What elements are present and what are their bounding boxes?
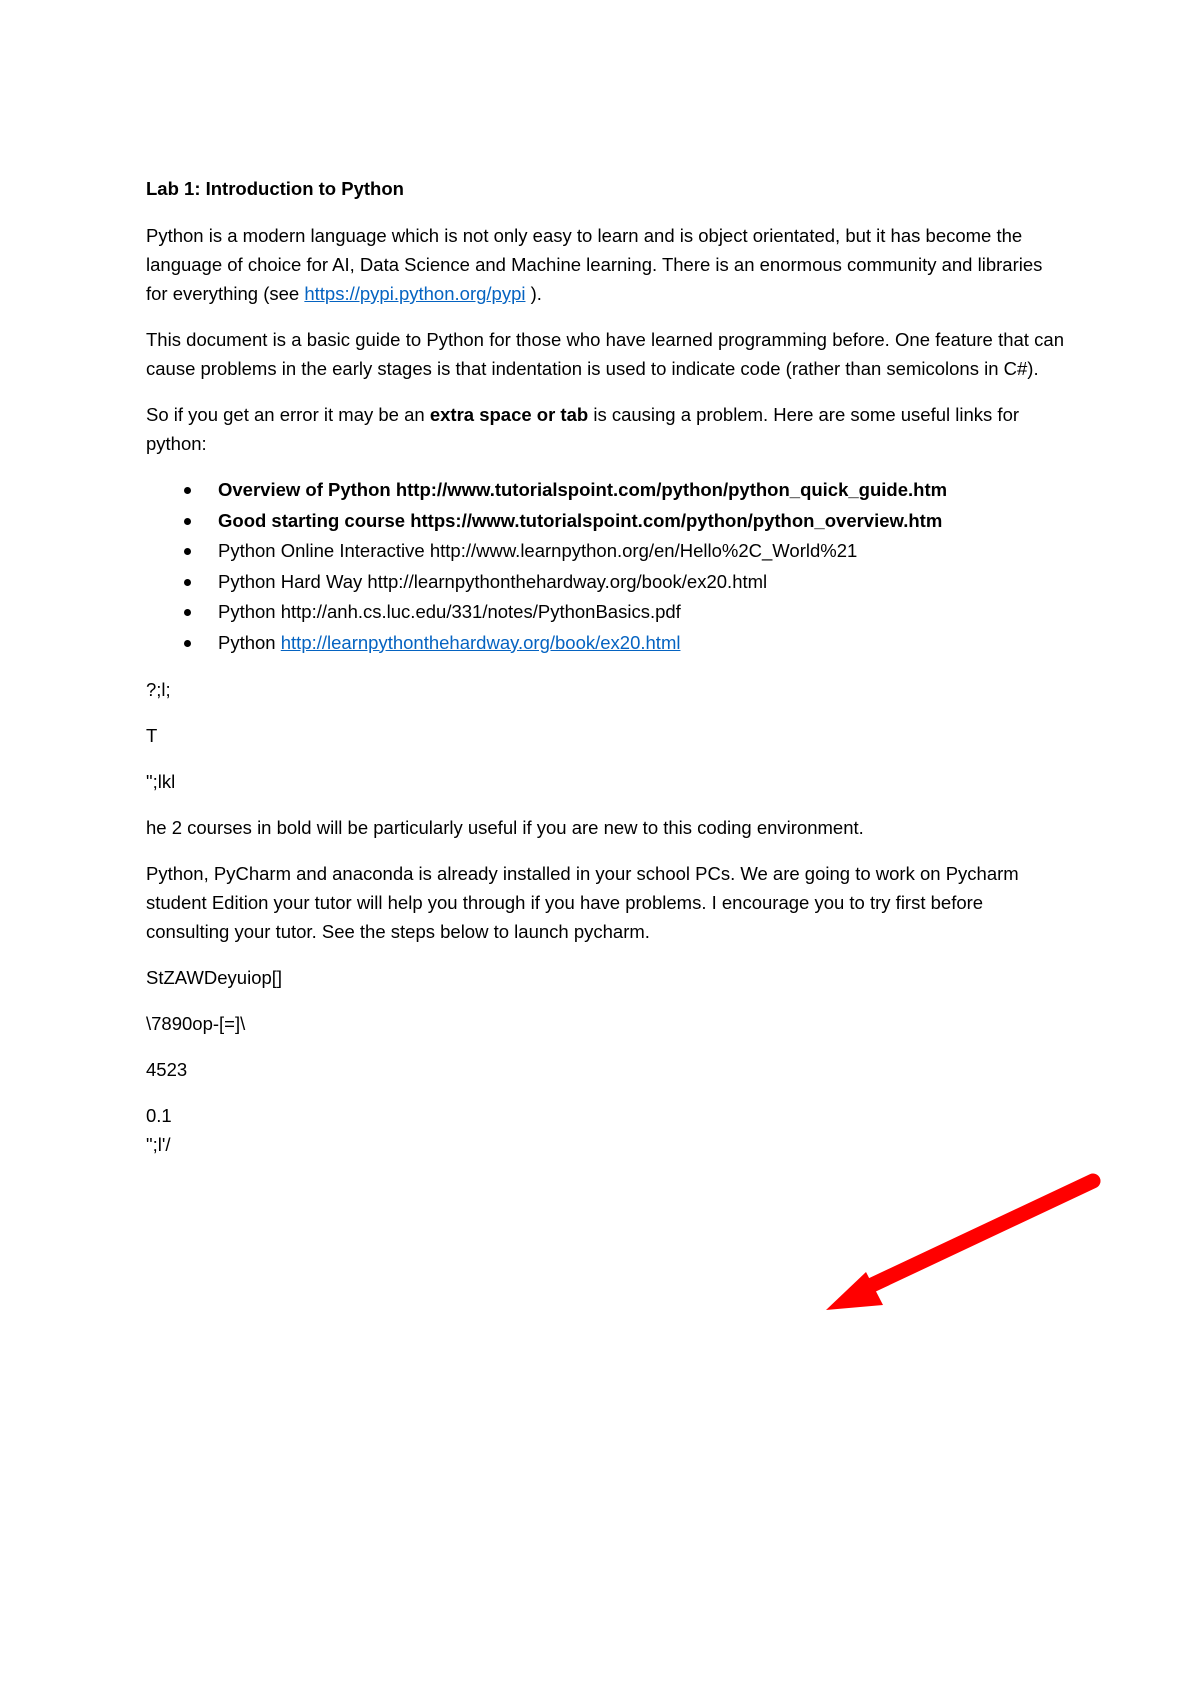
final-line: ";l'/ — [146, 1134, 171, 1155]
pypi-link[interactable]: https://pypi.python.org/pypi — [304, 283, 526, 304]
error-paragraph — [146, 400, 1064, 458]
bullet-icon — [184, 579, 191, 586]
stray-line: T — [146, 725, 158, 746]
list-item — [218, 475, 1064, 506]
stray-line: ";lkl — [146, 771, 176, 792]
stray-line: ?;l; — [146, 679, 171, 700]
list-item — [218, 567, 1064, 598]
final-line: 0.1 — [146, 1105, 172, 1126]
document-title: Lab 1: Introduction to Python — [146, 178, 404, 199]
link-item-text: Python http://anh.cs.luc.edu/331/notes/PythonBasics.pdf — [218, 601, 681, 622]
intro-paragraph — [146, 221, 1064, 308]
bullet-icon — [184, 518, 191, 525]
useful-links-list — [146, 475, 1064, 658]
link-item-prefix: Python — [218, 631, 281, 653]
pycharm-paragraph: Python, PyCharm and anaconda is already installed in your school PCs. We are going to work on Pycharm student Edition your tutor will help you through if you have problems. I encourage you to try first before consulting your tutor. See the steps below to launch pycharm. — [146, 863, 1019, 942]
tail-line: \7890op-[=]\ — [146, 1013, 246, 1034]
arrow-shaft — [855, 1181, 1093, 1293]
link-item-text: Python Online Interactive http://www.learnpython.org/en/Hello%2C_World%21 — [218, 540, 858, 561]
error-bold-text: extra space or tab — [429, 404, 589, 425]
link-item-text: Overview of Python http://www.tutorialspoint.com/python/python_quick_guide.htm — [218, 479, 948, 500]
list-item — [218, 628, 1064, 659]
list-item — [218, 536, 1064, 567]
link-item-text: Good starting course https://www.tutorialspoint.com/python/python_overview.htm — [218, 509, 943, 531]
intro-text: Python is a modern language which is not only easy to learn and is object orientated, but it has become the language of choice for AI, Data Science and Machine learning. There is an enormous community and libraries for everything (see — [146, 225, 1043, 304]
list-item — [218, 506, 1064, 537]
tail-line: 4523 — [146, 1059, 188, 1080]
arrow-head-icon — [826, 1272, 883, 1310]
link-item-text: Python Hard Way http://learnpythonthehardway.org/book/ex20.html — [218, 570, 768, 592]
bullet-icon — [184, 487, 191, 494]
intro-text-end: ). — [525, 283, 542, 304]
error-text-end: is causing a problem. Here are some useful links for python: — [146, 404, 1020, 454]
courses-paragraph: he 2 courses in bold will be particularly useful if you are new to this coding environment. — [146, 817, 864, 838]
document-body — [146, 174, 1064, 1159]
bullet-icon — [184, 609, 191, 616]
hardway-link[interactable]: http://learnpythonthehardway.org/book/ex20.html — [280, 631, 681, 653]
bullet-icon — [184, 548, 191, 555]
tail-line: StZAWDeyuiop[] — [146, 967, 283, 988]
bullet-icon — [184, 640, 191, 647]
list-item — [218, 597, 1064, 628]
guide-paragraph: This document is a basic guide to Python for those who have learned programming before. One feature that can cause problems in the early stages is that indentation is used to indicate code (rather than semicolons in C#). — [146, 329, 1064, 379]
error-text: So if you get an error it may be an — [146, 404, 430, 425]
